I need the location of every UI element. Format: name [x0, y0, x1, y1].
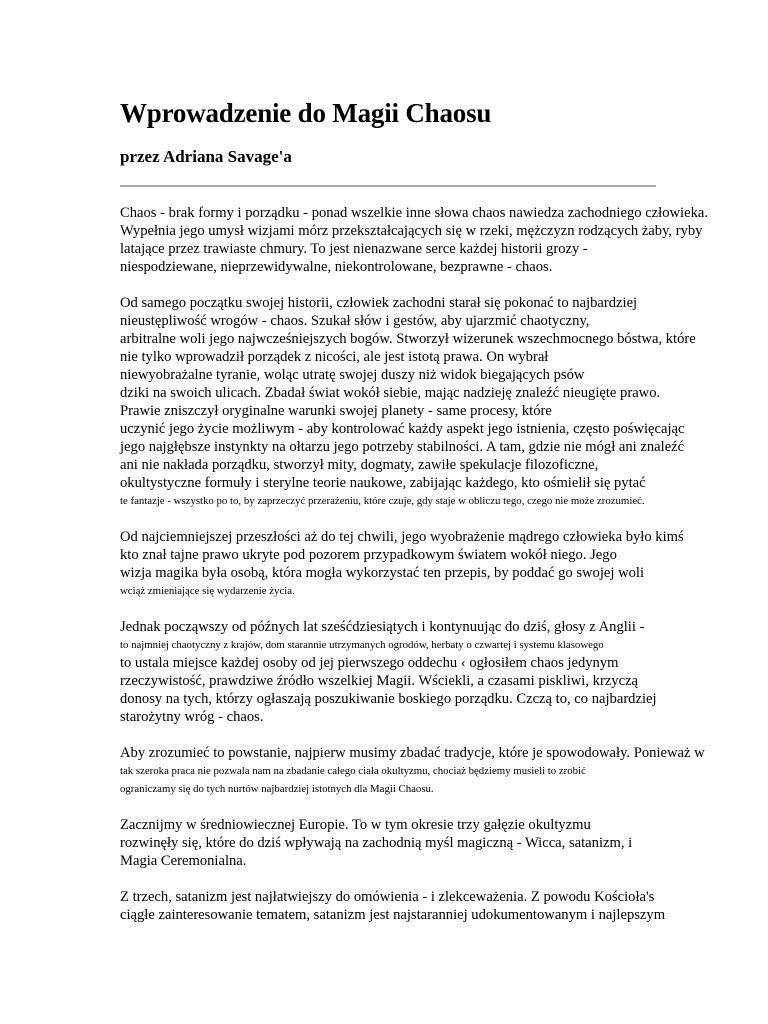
text-line: to najmniej chaotyczny z krajów, dom starannie utrzymanych ogrodów, herbaty o czwartej i systemu klasowego	[120, 639, 604, 651]
text-line: Chaos - brak formy i porządku - ponad wszelkie inne słowa chaos nawiedza zachodniego człowieka.	[120, 205, 708, 221]
text-line: uczynić jego życie możliwym - aby kontrolować każdy aspekt jego istnienia, często poświęcając	[120, 421, 685, 437]
text-line: Jednak począwszy od późnych lat sześćdziesiątych i kontynuując do dziś, głosy z Anglii -	[120, 619, 645, 635]
document-author: przez Adriana Savage'a	[120, 147, 292, 166]
text-line: to ustala miejsce każdej osoby od jej pierwszego oddechu ‹ ogłosiłem chaos jedynym	[120, 655, 619, 671]
document-body	[120, 204, 720, 924]
text-line: ani nie nakłada porządku, stworzył mity, dogmaty, zawiłe spekulacje filozoficzne,	[120, 457, 599, 473]
text-line: Wypełnia jego umysł wizjami mórz przekształcających się w rzeki, mężczyzn rodzących żaby, ryby	[120, 223, 703, 239]
paragraph	[120, 744, 720, 798]
text-line: nie tylko wprowadził porządek z nicości, ale jest istotą prawa. On wybrał	[120, 349, 549, 365]
text-line: jego najgłębsze instynkty na ołtarzu jego potrzeby stabilności. A tam, gdzie nie mógł ani znaleźć	[120, 439, 685, 455]
paragraph	[120, 816, 720, 870]
text-line: te fantazje - wszystko po to, by zaprzeczyć przerażeniu, które czuje, gdy staje w obliczu tego, czego nie może zrozumieć.	[120, 495, 645, 507]
text-line: donosy na tych, którzy ogłaszają poszukiwanie boskiego porządku. Czczą to, co najbardziej	[120, 691, 657, 707]
text-line: nieustępliwość wrogów - chaos. Szukał słów i gestów, aby ujarzmić chaotyczny,	[120, 313, 590, 329]
text-line: dziki na swoich ulicach. Zbadał świat wokół siebie, mając nadzieję znaleźć nieugięte prawo.	[120, 385, 661, 401]
text-line: kto znał tajne prawo ukryte pod pozorem przypadkowym światem wokół niego. Jego	[120, 547, 617, 563]
text-line: tak szeroka praca nie pozwala nam na zbadanie całego ciała okultyzmu, chociaż będziemy musieli to zrobić	[120, 765, 586, 777]
text-line: Z trzech, satanizm jest najłatwiejszy do omówienia - i zlekceważenia. Z powodu Kościoła's	[120, 889, 655, 905]
paragraph	[120, 528, 720, 600]
text-line: Od samego początku swojej historii, człowiek zachodni starał się pokonać to najbardziej	[120, 295, 638, 311]
horizontal-divider	[120, 185, 656, 187]
text-line: Aby zrozumieć to powstanie, najpierw musimy zbadać tradycje, które je spowodowały. Ponieważ w	[120, 745, 705, 761]
paragraph	[120, 294, 720, 510]
text-line: wizja magika była osobą, która mogła wykorzystać ten przepis, by poddać go swojej woli	[120, 565, 645, 581]
paragraph	[120, 618, 720, 726]
text-line: niespodziewane, nieprzewidywalne, niekontrolowane, bezprawne - chaos.	[120, 259, 553, 275]
text-line: Od najciemniejszej przeszłości aż do tej chwili, jego wyobrażenie mądrego człowieka było kimś	[120, 529, 684, 545]
text-line: arbitralne woli jego najwcześniejszych bogów. Stworzył wizerunek wszechmocnego bóstwa, które	[120, 331, 696, 347]
text-line: latające przez trawiaste chmury. To jest nienazwane serce każdej historii grozy -	[120, 241, 588, 257]
text-line: Magia Ceremonialna.	[120, 853, 247, 869]
text-line: starożytny wróg - chaos.	[120, 709, 264, 725]
text-line: Zacznijmy w średniowiecznej Europie. To w tym okresie trzy gałęzie okultyzmu	[120, 817, 591, 833]
text-line: okultystyczne formuły i sterylne teorie naukowe, zabijając każdego, kto ośmielił się pytać	[120, 475, 646, 491]
text-line: rzeczywistość, prawdziwe źródło wszelkiej Magii. Wściekli, a czasami piskliwi, krzyczą	[120, 673, 639, 689]
text-line: niewyobrażalne tyranie, woląc utratę swojej duszy niż widok biegających psów	[120, 367, 585, 383]
text-line: ograniczamy się do tych nurtów najbardziej istotnych dla Magii Chaosu.	[120, 783, 434, 795]
document-page	[120, 96, 720, 942]
text-line: wciąż zmieniające się wydarzenie życia.	[120, 585, 295, 597]
text-line: ciągłe zainteresowanie tematem, satanizm jest najstaranniej udokumentowanym i najlepszym	[120, 907, 666, 923]
text-line: rozwinęły się, które do dziś wpływają na zachodnią myśl magiczną - Wicca, satanizm, i	[120, 835, 633, 851]
text-line: Prawie zniszczył oryginalne warunki swojej planety - same procesy, które	[120, 403, 552, 419]
paragraph	[120, 888, 720, 924]
paragraph	[120, 204, 720, 276]
document-title: Wprowadzenie do Magii Chaosu	[120, 98, 492, 128]
